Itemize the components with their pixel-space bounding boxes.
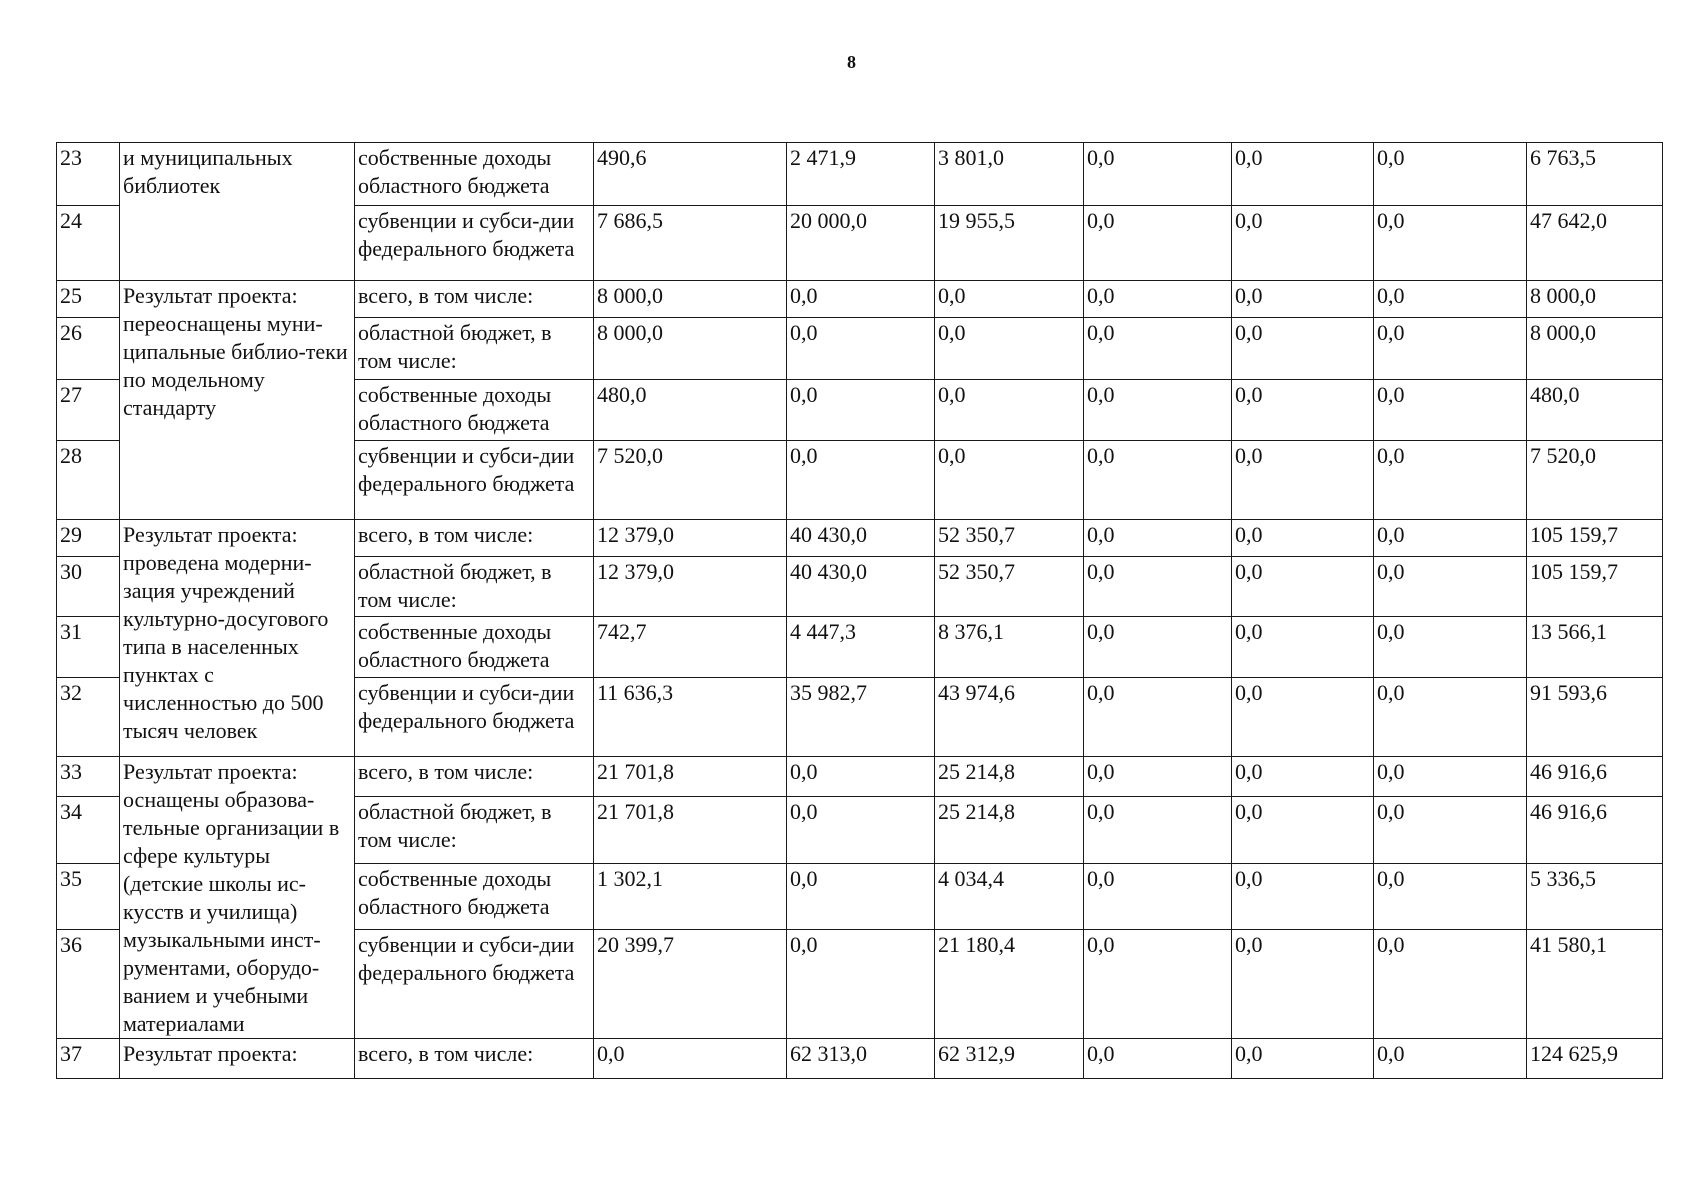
year-value: 0,0 — [1374, 678, 1527, 757]
year-value: 0,0 — [1084, 557, 1232, 617]
budget-table — [56, 142, 1663, 1079]
funding-source: субвенции и субси-дии федерального бюджета — [355, 678, 594, 757]
year-value: 0,0 — [935, 441, 1084, 520]
year-value: 0,0 — [594, 1039, 787, 1079]
page-number: 8 — [847, 52, 856, 72]
year-value: 62 313,0 — [787, 1039, 935, 1079]
funding-source: собственные доходы областного бюджета — [355, 617, 594, 678]
year-value: 0,0 — [1232, 318, 1374, 380]
row-number: 33 — [57, 757, 120, 797]
total-value: 105 159,7 — [1527, 520, 1663, 557]
year-value: 0,0 — [787, 929, 935, 1038]
year-value: 0,0 — [787, 864, 935, 929]
year-value: 0,0 — [1232, 380, 1374, 441]
year-value: 0,0 — [1374, 380, 1527, 441]
funding-source: областной бюджет, в том числе: — [355, 318, 594, 380]
year-value: 12 379,0 — [594, 520, 787, 557]
year-value: 0,0 — [1232, 864, 1374, 929]
year-value: 0,0 — [935, 380, 1084, 441]
total-value: 46 916,6 — [1527, 757, 1663, 797]
year-value: 0,0 — [1084, 441, 1232, 520]
year-value: 8 000,0 — [594, 281, 787, 318]
row-number: 28 — [57, 441, 120, 520]
year-value: 0,0 — [1084, 520, 1232, 557]
year-value: 12 379,0 — [594, 557, 787, 617]
year-value: 0,0 — [1232, 929, 1374, 1038]
year-value: 0,0 — [1374, 929, 1527, 1038]
year-value: 25 214,8 — [935, 757, 1084, 797]
year-value: 4 447,3 — [787, 617, 935, 678]
row-number: 34 — [57, 796, 120, 864]
table-row — [57, 520, 1663, 557]
year-value: 0,0 — [1084, 929, 1232, 1038]
row-number: 27 — [57, 380, 120, 441]
year-value: 0,0 — [1374, 757, 1527, 797]
table-row — [57, 281, 1663, 318]
year-value: 0,0 — [1084, 617, 1232, 678]
year-value: 8 376,1 — [935, 617, 1084, 678]
year-value: 0,0 — [1374, 1039, 1527, 1079]
year-value: 0,0 — [1084, 380, 1232, 441]
total-value: 46 916,6 — [1527, 796, 1663, 864]
year-value: 21 180,4 — [935, 929, 1084, 1038]
funding-source: всего, в том числе: — [355, 281, 594, 318]
year-value: 0,0 — [1084, 318, 1232, 380]
year-value: 0,0 — [787, 380, 935, 441]
table-row — [57, 1039, 1663, 1079]
year-value: 20 000,0 — [787, 206, 935, 281]
year-value: 0,0 — [1084, 678, 1232, 757]
year-value: 62 312,9 — [935, 1039, 1084, 1079]
funding-source: субвенции и субси-дии федерального бюджета — [355, 441, 594, 520]
year-value: 25 214,8 — [935, 796, 1084, 864]
total-value: 8 000,0 — [1527, 318, 1663, 380]
year-value: 0,0 — [1084, 1039, 1232, 1079]
table-body — [57, 143, 1663, 1079]
year-value: 2 471,9 — [787, 143, 935, 206]
year-value: 52 350,7 — [935, 520, 1084, 557]
total-value: 7 520,0 — [1527, 441, 1663, 520]
funding-source: собственные доходы областного бюджета — [355, 380, 594, 441]
row-number: 26 — [57, 318, 120, 380]
total-value: 13 566,1 — [1527, 617, 1663, 678]
year-value: 21 701,8 — [594, 757, 787, 797]
project-result-cell: Результат проекта: переоснащены муни-ципальные библио-теки по модельному стандарту — [120, 281, 355, 520]
row-number: 24 — [57, 206, 120, 281]
year-value: 0,0 — [1374, 441, 1527, 520]
year-value: 0,0 — [1232, 757, 1374, 797]
funding-source: всего, в том числе: — [355, 757, 594, 797]
total-value: 5 336,5 — [1527, 864, 1663, 929]
year-value: 8 000,0 — [594, 318, 787, 380]
year-value: 0,0 — [1374, 520, 1527, 557]
year-value: 0,0 — [1374, 864, 1527, 929]
year-value: 0,0 — [1374, 281, 1527, 318]
year-value: 0,0 — [1232, 441, 1374, 520]
row-number: 35 — [57, 864, 120, 929]
year-value: 11 636,3 — [594, 678, 787, 757]
table-row — [57, 757, 1663, 797]
year-value: 0,0 — [1374, 318, 1527, 380]
funding-source: областной бюджет, в том числе: — [355, 796, 594, 864]
total-value: 8 000,0 — [1527, 281, 1663, 318]
year-value: 0,0 — [1232, 281, 1374, 318]
year-value: 0,0 — [1232, 1039, 1374, 1079]
year-value: 490,6 — [594, 143, 787, 206]
total-value: 41 580,1 — [1527, 929, 1663, 1038]
year-value: 0,0 — [1084, 796, 1232, 864]
year-value: 0,0 — [1084, 757, 1232, 797]
row-number: 36 — [57, 929, 120, 1038]
total-value: 480,0 — [1527, 380, 1663, 441]
year-value: 0,0 — [1232, 617, 1374, 678]
year-value: 0,0 — [1374, 557, 1527, 617]
funding-source: субвенции и субси-дии федерального бюджета — [355, 206, 594, 281]
year-value: 7 520,0 — [594, 441, 787, 520]
year-value: 43 974,6 — [935, 678, 1084, 757]
year-value: 1 302,1 — [594, 864, 787, 929]
row-number: 29 — [57, 520, 120, 557]
year-value: 0,0 — [935, 281, 1084, 318]
total-value: 91 593,6 — [1527, 678, 1663, 757]
year-value: 0,0 — [787, 441, 935, 520]
row-number: 30 — [57, 557, 120, 617]
row-number: 37 — [57, 1039, 120, 1079]
year-value: 0,0 — [787, 796, 935, 864]
year-value: 0,0 — [1374, 617, 1527, 678]
row-number: 32 — [57, 678, 120, 757]
table-row — [57, 143, 1663, 206]
project-result-cell: и муниципальных библиотек — [120, 143, 355, 281]
year-value: 20 399,7 — [594, 929, 787, 1038]
year-value: 0,0 — [1374, 143, 1527, 206]
total-value: 6 763,5 — [1527, 143, 1663, 206]
year-value: 0,0 — [1232, 143, 1374, 206]
project-result-cell: Результат проекта: — [120, 1039, 355, 1079]
year-value: 0,0 — [1232, 557, 1374, 617]
year-value: 3 801,0 — [935, 143, 1084, 206]
funding-source: областной бюджет, в том числе: — [355, 557, 594, 617]
project-result-cell: Результат проекта: оснащены образова-тельные организации в сфере культуры (детские школы ис-кусств и училища) музыкальными инст-рументами, оборудо-ванием и учебными материалами — [120, 757, 355, 1039]
year-value: 4 034,4 — [935, 864, 1084, 929]
year-value: 0,0 — [1084, 281, 1232, 318]
funding-source: субвенции и субси-дии федерального бюджета — [355, 929, 594, 1038]
funding-source: всего, в том числе: — [355, 520, 594, 557]
year-value: 40 430,0 — [787, 557, 935, 617]
year-value: 0,0 — [1232, 206, 1374, 281]
row-number: 23 — [57, 143, 120, 206]
year-value: 0,0 — [1232, 796, 1374, 864]
year-value: 40 430,0 — [787, 520, 935, 557]
year-value: 0,0 — [787, 281, 935, 318]
year-value: 0,0 — [1084, 143, 1232, 206]
funding-source: собственные доходы областного бюджета — [355, 143, 594, 206]
total-value: 105 159,7 — [1527, 557, 1663, 617]
year-value: 0,0 — [1232, 520, 1374, 557]
year-value: 0,0 — [787, 757, 935, 797]
year-value: 7 686,5 — [594, 206, 787, 281]
year-value: 19 955,5 — [935, 206, 1084, 281]
total-value: 47 642,0 — [1527, 206, 1663, 281]
funding-source: всего, в том числе: — [355, 1039, 594, 1079]
funding-source: собственные доходы областного бюджета — [355, 864, 594, 929]
year-value: 0,0 — [1374, 206, 1527, 281]
row-number: 31 — [57, 617, 120, 678]
project-result-cell: Результат проекта: проведена модерни-зация учреждений культурно-досугового типа в населенных пунктах с численностью до 500 тысяч человек — [120, 520, 355, 757]
year-value: 0,0 — [935, 318, 1084, 380]
year-value: 0,0 — [1374, 796, 1527, 864]
year-value: 35 982,7 — [787, 678, 935, 757]
year-value: 0,0 — [1084, 864, 1232, 929]
row-number: 25 — [57, 281, 120, 318]
total-value: 124 625,9 — [1527, 1039, 1663, 1079]
year-value: 21 701,8 — [594, 796, 787, 864]
year-value: 0,0 — [1084, 206, 1232, 281]
year-value: 480,0 — [594, 380, 787, 441]
year-value: 0,0 — [1232, 678, 1374, 757]
year-value: 742,7 — [594, 617, 787, 678]
year-value: 0,0 — [787, 318, 935, 380]
year-value: 52 350,7 — [935, 557, 1084, 617]
